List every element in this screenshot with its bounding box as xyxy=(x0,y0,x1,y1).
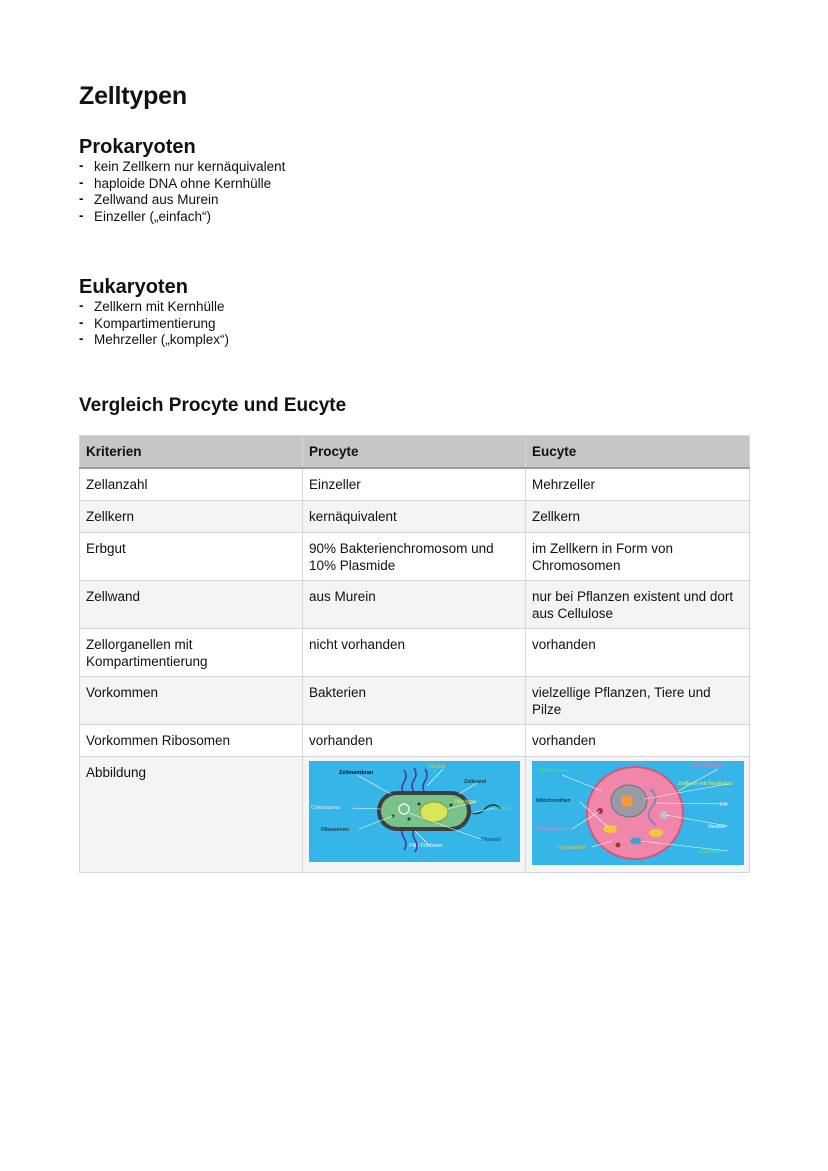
prokaryoten-list xyxy=(79,159,285,225)
label-plasmid: Plasmid xyxy=(481,837,501,843)
table-cell: Zellwand xyxy=(80,581,303,629)
mitochondrion-shape xyxy=(603,825,617,833)
procyte-diagram xyxy=(309,761,520,862)
lysosome-shape xyxy=(616,843,621,848)
list-item: - Zellkern mit Kernhülle xyxy=(79,299,229,316)
table-cell: vielzellige Pflanzen, Tiere und Pilze xyxy=(526,677,750,725)
label-eucyte-kern: Zellkern mit Nucleolus xyxy=(678,781,733,787)
label-eucyte-mitochondrien: Mitochondrien xyxy=(536,798,571,804)
label-eucyte-cytoskelett: Cytoskelett xyxy=(558,845,586,851)
eucyte-image-cell xyxy=(526,757,750,873)
table-cell: vorhanden xyxy=(303,725,526,757)
table-cell: Erbgut xyxy=(80,533,303,581)
label-kapsel: Kapsel xyxy=(493,806,510,812)
label-eucyte-er: ER xyxy=(720,802,728,808)
table-cell: Mehrzeller xyxy=(526,468,750,501)
page-title: Zelltypen xyxy=(79,82,187,110)
table-cell: Einzeller xyxy=(303,468,526,501)
label-pili: Pili / Fimbrien xyxy=(409,843,443,849)
table-cell: Zellanzahl xyxy=(80,468,303,501)
label-zellmembran: Zellmembran xyxy=(339,770,374,776)
label-zellwand: Zellwand xyxy=(464,779,487,785)
column-header-eucyte: Eucyte xyxy=(526,436,750,469)
column-header-kriterien: Kriterien xyxy=(80,436,303,469)
ribosome-dot xyxy=(450,804,453,807)
column-header-procyte: Procyte xyxy=(303,436,526,469)
mitochondrion-shape xyxy=(649,829,663,837)
eukaryoten-heading: Eukaryoten xyxy=(79,276,188,298)
table-cell: 90% Bakterienchromosom und 10% Plasmide xyxy=(303,533,526,581)
label-cytoplasma: Cytoplasma xyxy=(311,805,341,811)
table-row xyxy=(80,725,750,757)
table-row xyxy=(80,581,750,629)
list-item: - Zellwand aus Murein xyxy=(79,192,285,209)
table-cell: vorhanden xyxy=(526,725,750,757)
table-row xyxy=(80,677,750,725)
table-row xyxy=(80,533,750,581)
table-cell: im Zellkern in Form von Chromosomen xyxy=(526,533,750,581)
table-cell: Abbildung xyxy=(80,757,303,873)
table-cell: nicht vorhanden xyxy=(303,629,526,677)
label-eucyte-golgi: Golgi-Apparat xyxy=(536,826,570,832)
table-cell: nur bei Pflanzen existent und dort aus Cellulose xyxy=(526,581,750,629)
label-ribosomen: Ribosomen xyxy=(321,827,349,833)
label-nucleoid: Nucleoid xyxy=(455,799,477,805)
list-item: - haploide DNA ohne Kernhülle xyxy=(79,176,285,193)
list-item: - Mehrzeller („komplex“) xyxy=(79,332,229,349)
table-cell: vorhanden xyxy=(526,629,750,677)
table-cell: aus Murein xyxy=(303,581,526,629)
label-eucyte-ribosomen: Ribosomen xyxy=(540,768,568,774)
prokaryoten-heading: Prokaryoten xyxy=(79,136,196,158)
table-row xyxy=(80,468,750,501)
eukaryoten-list xyxy=(79,299,229,349)
procyte-image-cell xyxy=(303,757,526,873)
label-eucyte-zellmembran: Zellmembran xyxy=(692,763,725,769)
nucleolus-shape xyxy=(621,795,633,807)
list-item: - Kompartimentierung xyxy=(79,316,229,333)
table-row xyxy=(80,629,750,677)
comparison-table xyxy=(79,435,750,873)
table-cell: Vorkommen xyxy=(80,677,303,725)
label-geissel: Geißel xyxy=(429,764,446,770)
table-row xyxy=(80,757,750,873)
table-cell: Bakterien xyxy=(303,677,526,725)
ribosome-dot xyxy=(408,818,411,821)
label-eucyte-lysosom: Lysosom xyxy=(698,849,720,855)
table-cell: Zellorganellen mit Kompartimentierung xyxy=(80,629,303,677)
table-row xyxy=(80,501,750,533)
ribosome-dot xyxy=(418,803,421,806)
nucleoid-shape xyxy=(420,802,448,822)
table-cell: kernäquivalent xyxy=(303,501,526,533)
list-item: - Einzeller („einfach“) xyxy=(79,209,285,226)
list-item: - kein Zellkern nur kernäquivalent xyxy=(79,159,285,176)
comparison-heading: Vergleich Procyte und Eucyte xyxy=(79,395,347,416)
table-cell: Zellkern xyxy=(80,501,303,533)
table-header-row xyxy=(80,436,750,469)
table-cell: Vorkommen Ribosomen xyxy=(80,725,303,757)
table-cell: Zellkern xyxy=(526,501,750,533)
label-eucyte-vesikel: Vesikel xyxy=(708,824,726,830)
eucyte-diagram xyxy=(532,761,744,865)
